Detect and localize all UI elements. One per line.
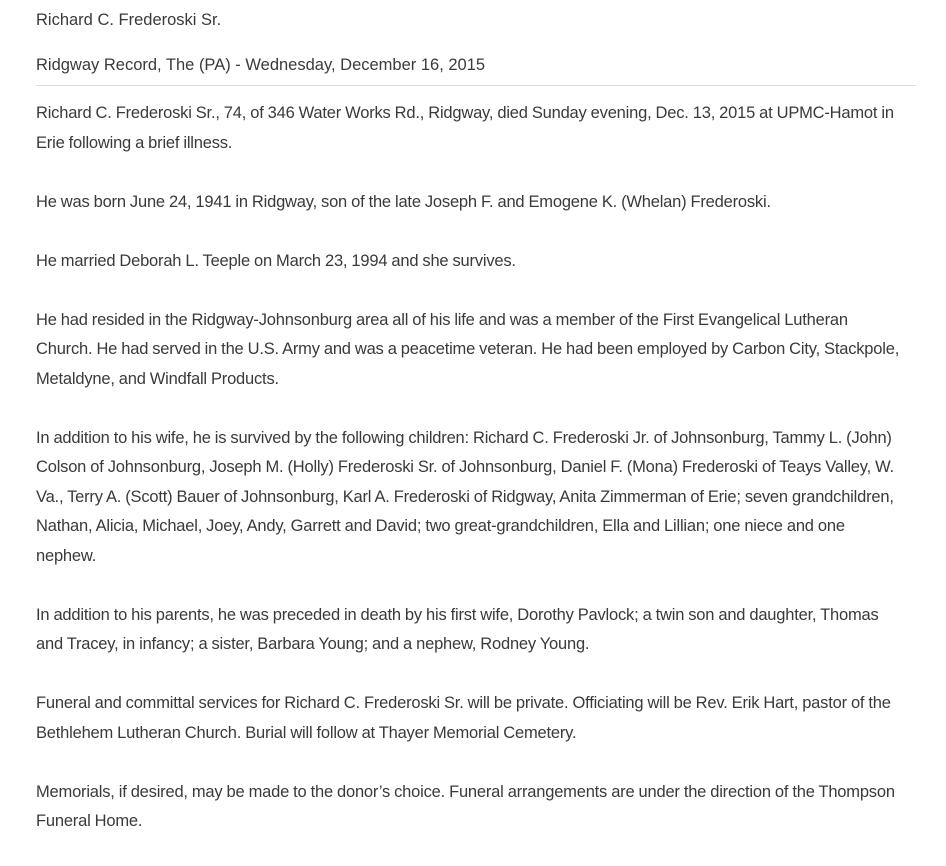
body-paragraph: He had resided in the Ridgway-Johnsonburg area all of his life and was a member of the First Evangelical Lutheran Church. He had served in the U.S. Army and was a peacetime veteran. He had been employed by Carbon City, Stackpole, Metaldyne, and Windfall Products. bbox=[36, 310, 900, 388]
body-paragraph: He married Deborah L. Teeple on March 23, 1994 and she survives. bbox=[36, 251, 516, 270]
obituary-source: Ridgway Record, The (PA) - Wednesday, December 16, 2015 bbox=[36, 56, 486, 74]
obituary-body bbox=[36, 99, 908, 866]
body-paragraph: In addition to his parents, he was preceded in death by his first wife, Dorothy Pavlock; a twin son and daughter, Thomas and Tracey, in infancy; a sister, Barbara Young; and a nephew, Rodney Young. bbox=[36, 605, 879, 653]
body-paragraph: Funeral and committal services for Richard C. Frederoski Sr. will be private. Officiating will be Rev. Erik Hart, pastor of the Bethlehem Lutheran Church. Burial will follow at Thayer Memorial Cemetery. bbox=[36, 694, 891, 742]
body-paragraph: He was born June 24, 1941 in Ridgway, son of the late Joseph F. and Emogene K. (Whelan) Frederoski. bbox=[36, 192, 771, 211]
body-paragraph: In addition to his wife, he is survived by the following children: Richard C. Frederoski Jr. of Johnsonburg, Tammy L. (John) Colson of Johnsonburg, Joseph M. (Holly) Frederoski Sr. of Johnsonburg, Daniel F. (Mona) Frederoski of Teays Valley, W. Va., Terry A. (Scott) Bauer of Johnsonburg, Karl A. Frederoski of Ridgway, Anita Zimmerman of Erie; seven grandchildren, Nathan, Alicia, Michael, Joey, Andy, Garrett and David; two great-grandchildren, Ella and Lillian; one niece and one nephew. bbox=[36, 428, 894, 565]
body-paragraph: Memorials, if desired, may be made to the donor’s choice. Funeral arrangements are under the direction of the Thompson Funeral Home. bbox=[36, 782, 895, 830]
obituary-name: Richard C. Frederoski Sr. bbox=[36, 11, 222, 29]
divider bbox=[36, 85, 916, 86]
body-paragraph: Richard C. Frederoski Sr., 74, of 346 Water Works Rd., Ridgway, died Sunday evening, Dec. 13, 2015 at UPMC-Hamot in Erie following a brief illness. bbox=[36, 104, 894, 152]
